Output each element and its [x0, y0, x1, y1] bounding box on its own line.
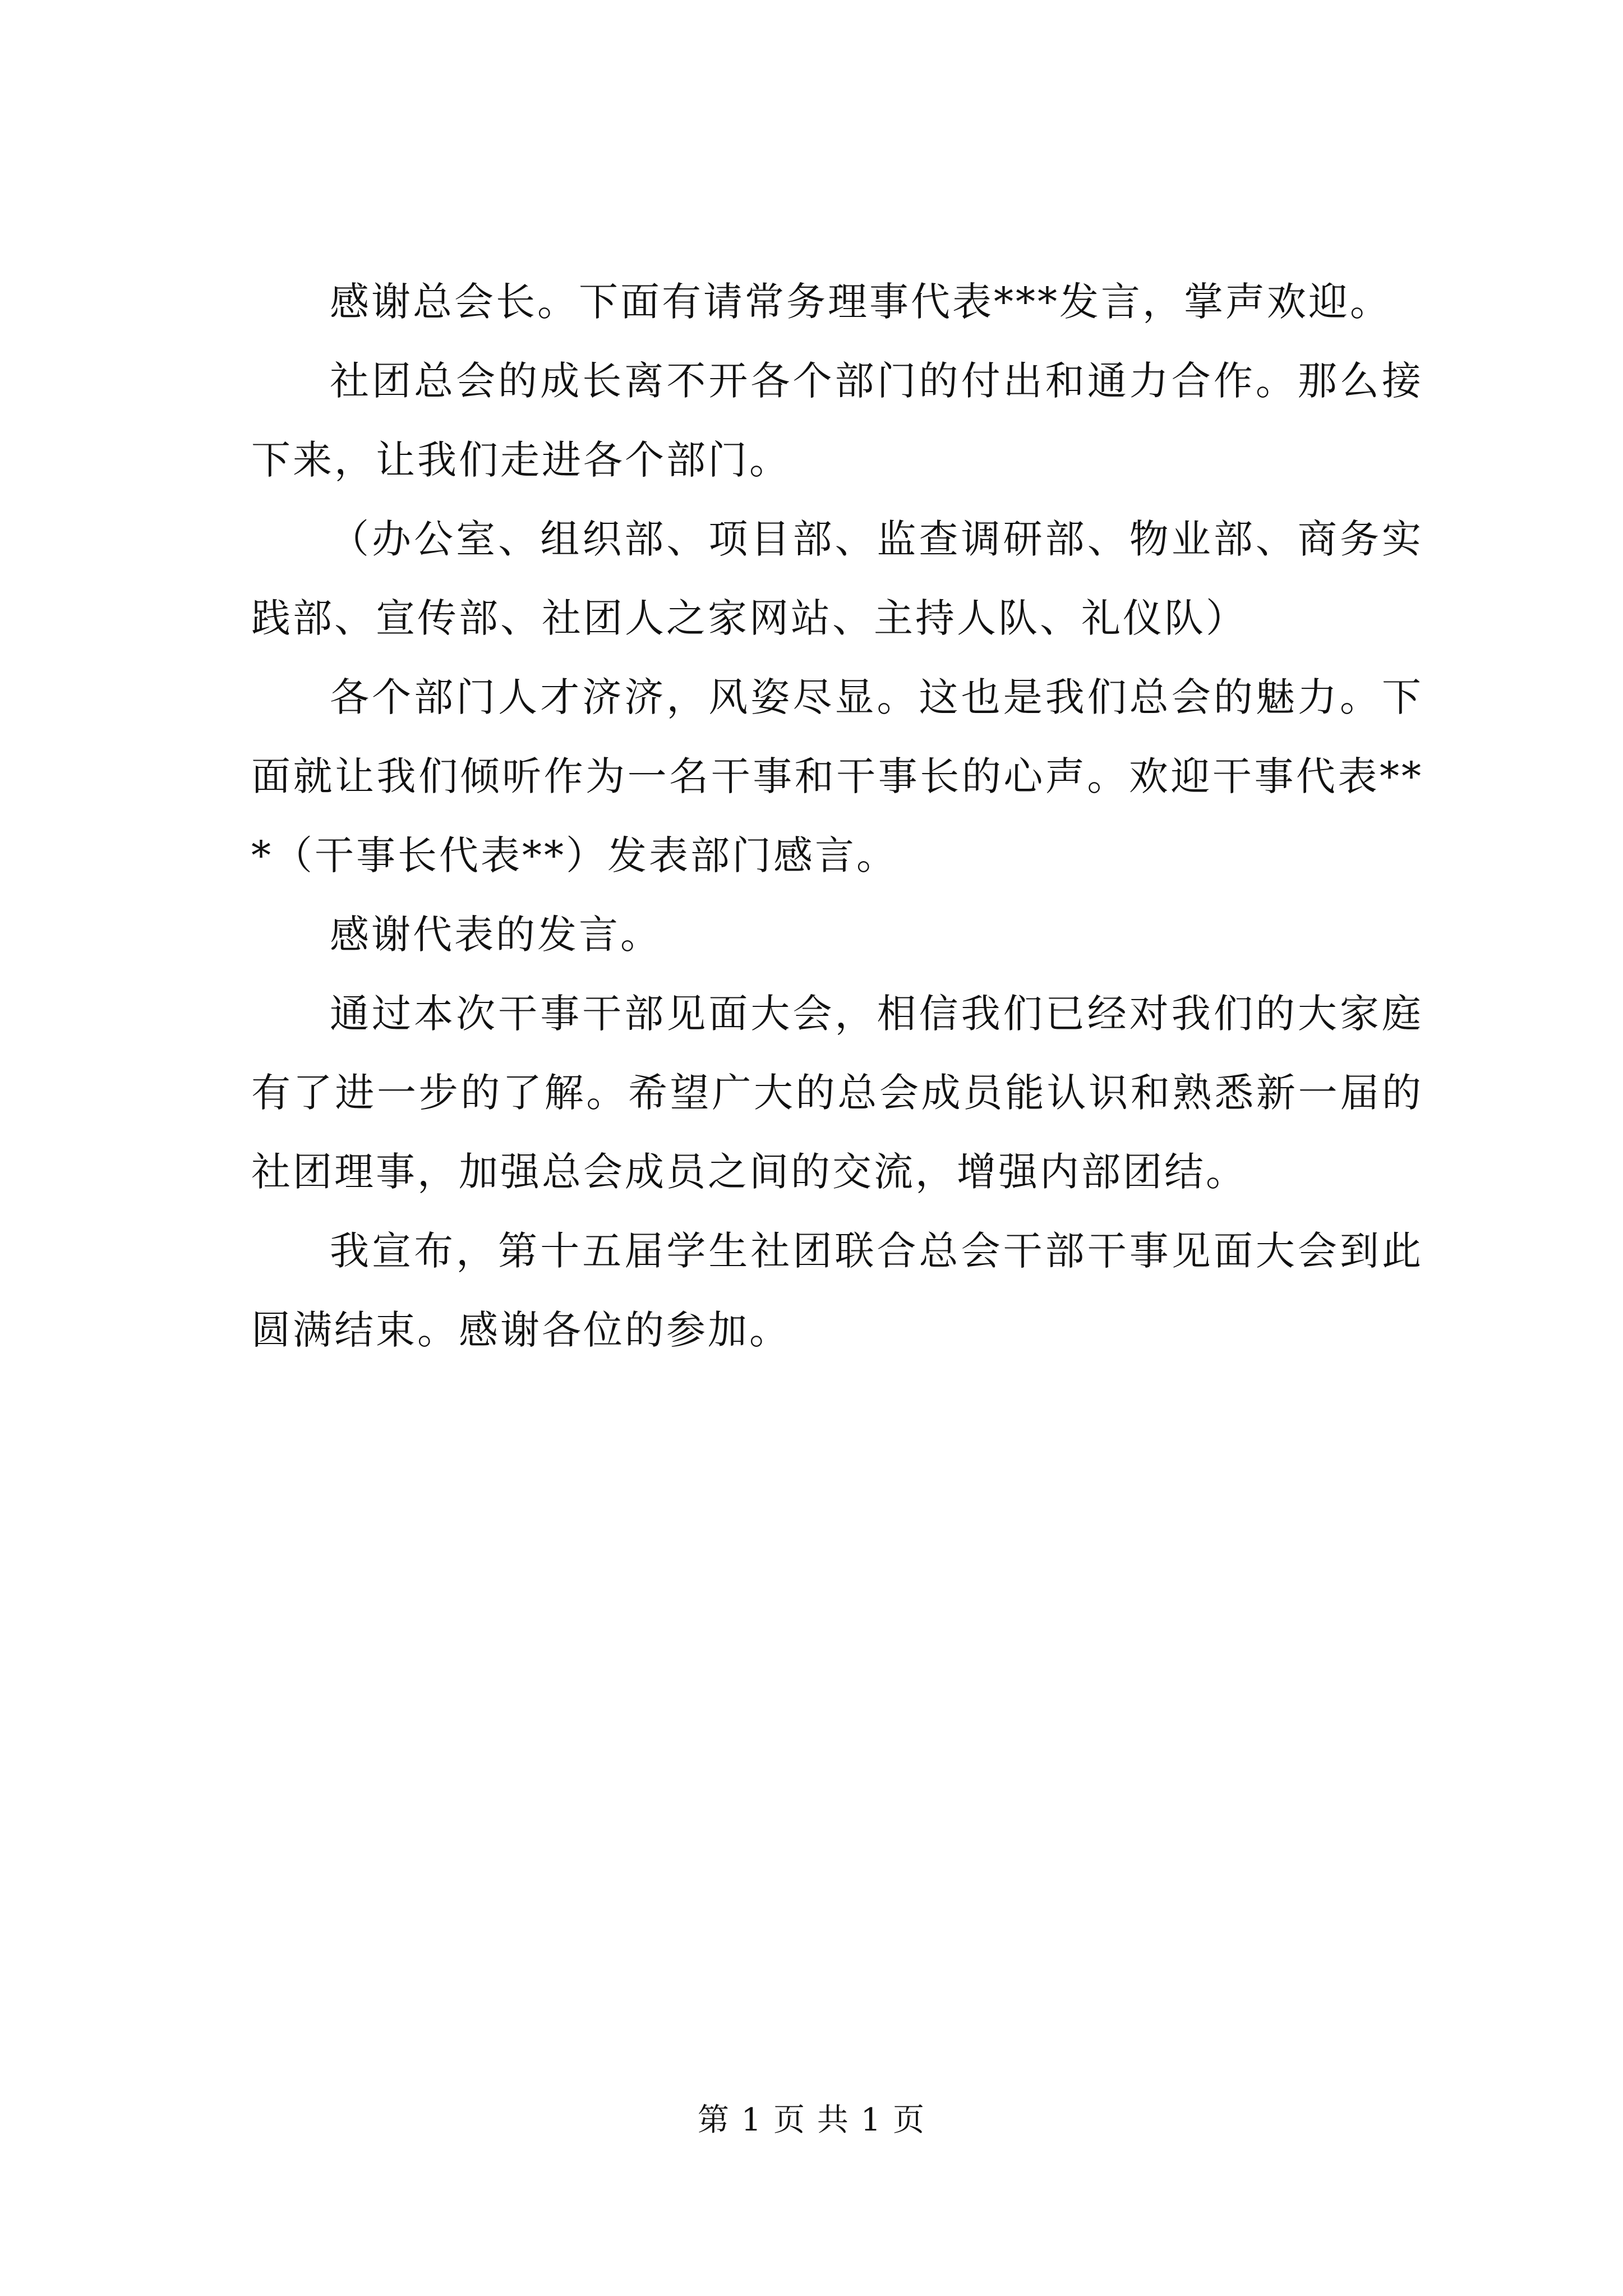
paragraph-1: 感谢总会长。下面有请常务理事代表***发言，掌声欢迎。: [330, 279, 1391, 325]
paragraph-4: 各个部门人才济济，风姿尽显。这也是我们总会的魅力。下面就让我们倾听作为一名干事和干事长的心声。欢迎干事代表***（干事长代表**）发表部门感言。: [251, 674, 1423, 878]
page-number-footer: 第 1 页 共 1 页: [697, 2102, 926, 2138]
paragraph-6: 通过本次干事干部见面大会，相信我们已经对我们的大家庭有了进一步的了解。希望广大的总会成员能认识和熟悉新一届的社团理事，加强总会成员之间的交流，增强内部团结。: [251, 991, 1423, 1195]
paragraph-2: 社团总会的成长离不开各个部门的付出和通力合作。那么接下来，让我们走进各个部门。: [251, 358, 1423, 483]
document-body: [251, 263, 1423, 1370]
paragraph-7: 我宣布，第十五届学生社团联合总会干部干事见面大会到此圆满结束。感谢各位的参加。: [251, 1228, 1423, 1353]
paragraph-5: 感谢代表的发言。: [330, 912, 662, 958]
paragraph-3: （办公室、组织部、项目部、监查调研部、物业部、商务实践部、宣传部、社团人之家网站、主持人队、礼仪队）: [251, 516, 1423, 641]
